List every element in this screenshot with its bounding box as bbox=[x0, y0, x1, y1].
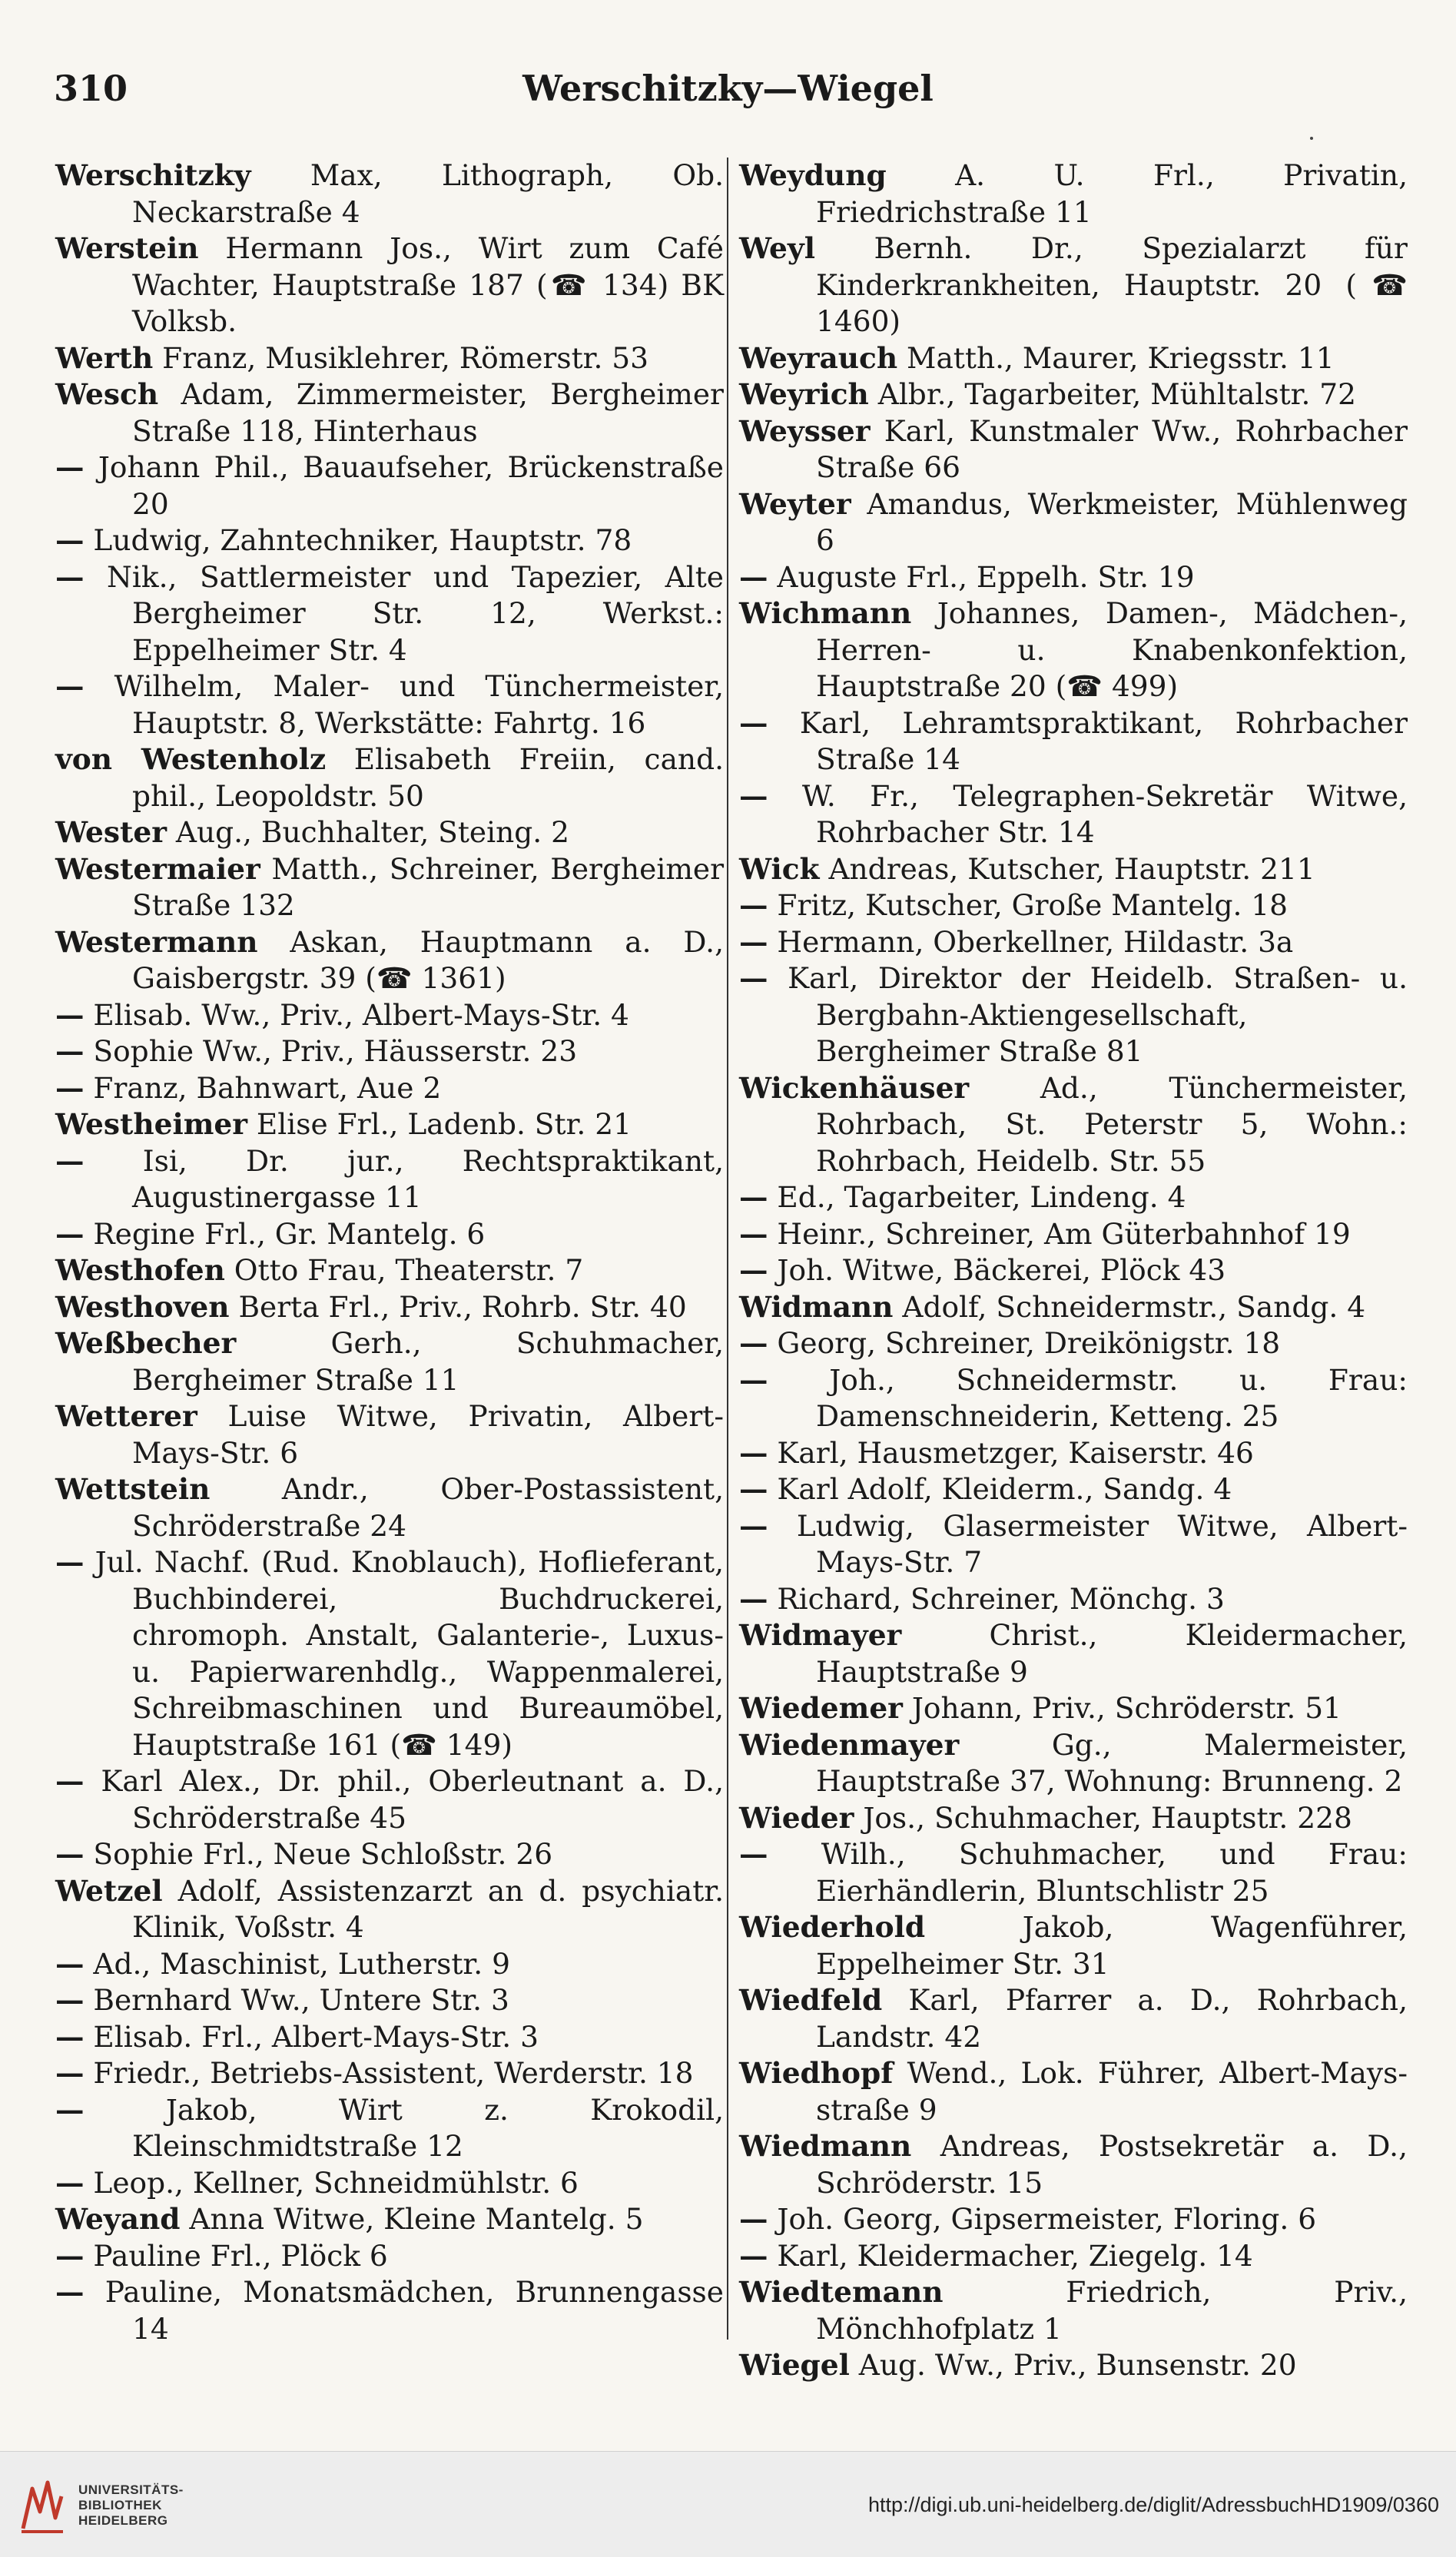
entry-surname: Westermann bbox=[55, 924, 258, 959]
entry-details: Friedrich, Priv., Mönchhofplatz 1 bbox=[816, 2275, 1408, 2346]
directory-entry bbox=[739, 2274, 1408, 2347]
entry-details: Jakob, Wirt z. Krokodil, Kleinschmidtstraße 12 bbox=[84, 2092, 724, 2163]
entry-details: Elisabeth Freiin, cand. phil., Leopoldstr. 50 bbox=[132, 742, 724, 813]
entry-surname: Weyrauch bbox=[739, 340, 898, 375]
entry-surname: — bbox=[55, 523, 85, 557]
entry-details: Isi, Dr. jur., Rechtspraktikant, Augustinergasse 11 bbox=[84, 1143, 724, 1214]
directory-entry bbox=[55, 1946, 724, 1983]
entry-surname: Werth bbox=[55, 340, 154, 375]
directory-entry bbox=[55, 1325, 724, 1398]
entry-details: Friedr., Betriebs-Assistent, Werderstr. 18 bbox=[84, 2056, 694, 2090]
entry-surname: Westheimer bbox=[55, 1107, 248, 1141]
entry-surname: — bbox=[55, 1143, 85, 1178]
entry-details: Bernh. Dr., Spezialarzt für Kinderkrankheiten, Hauptstr. 20 (☎ 1460) bbox=[814, 231, 1408, 338]
directory-entry bbox=[55, 340, 724, 377]
entry-surname: Widmann bbox=[739, 1289, 894, 1324]
page-header bbox=[54, 68, 1402, 121]
entry-details: Ludwig, Glasermeister Witwe, Albert-Mays-Str. 7 bbox=[768, 1508, 1408, 1579]
entry-details: Franz, Bahnwart, Aue 2 bbox=[84, 1070, 442, 1105]
entry-surname: Westhofen bbox=[55, 1253, 225, 1287]
entry-surname: Wiedhopf bbox=[739, 2056, 894, 2090]
entry-details: Auguste Frl., Eppelh. Str. 19 bbox=[768, 559, 1195, 594]
entry-details: Ad., Tünchermeister, Rohrbach, St. Peterstr 5, Wohn.: Rohrbach, Heidelb. Str. 55 bbox=[816, 1070, 1408, 1178]
entry-surname: — bbox=[55, 1946, 85, 1981]
directory-entry bbox=[55, 997, 724, 1034]
entry-details: Gerh., Schuhmacher, Bergheimer Straße 11 bbox=[132, 1326, 724, 1397]
directory-entry bbox=[739, 1800, 1408, 1837]
entry-surname: Wiedenmayer bbox=[739, 1727, 960, 1762]
directory-entry bbox=[55, 1836, 724, 1873]
column-divider bbox=[727, 158, 728, 2340]
directory-entry bbox=[55, 668, 724, 741]
entry-surname: Weyl bbox=[739, 231, 815, 265]
entry-surname: — bbox=[55, 2019, 85, 2054]
directory-entry bbox=[739, 486, 1408, 559]
entry-surname: Wetzel bbox=[55, 1873, 163, 1908]
entry-details: Georg, Schreiner, Dreikönigstr. 18 bbox=[768, 1326, 1281, 1360]
directory-entry bbox=[55, 2201, 724, 2238]
viewer-footer bbox=[0, 2451, 1456, 2557]
directory-entry bbox=[55, 741, 724, 814]
entry-surname: — bbox=[739, 888, 768, 922]
directory-entry bbox=[739, 1362, 1408, 1435]
entry-details: Franz, Musiklehrer, Römerstr. 53 bbox=[153, 340, 649, 375]
entry-details: Johann, Priv., Schröderstr. 51 bbox=[902, 1691, 1342, 1725]
source-url-link[interactable]: http://digi.ub.uni-heidelberg.de/diglit/AdressbuchHD1909/0360 bbox=[867, 2493, 1439, 2516]
directory-entry bbox=[739, 851, 1408, 888]
entry-details: Fritz, Kutscher, Große Mantelg. 18 bbox=[768, 888, 1289, 922]
directory-entry bbox=[739, 376, 1408, 413]
entry-details: Regine Frl., Gr. Mantelg. 6 bbox=[84, 1216, 486, 1251]
directory-entry bbox=[55, 1070, 724, 1107]
directory-entry bbox=[55, 1216, 724, 1253]
entry-surname: — bbox=[739, 1508, 768, 1543]
entry-details: Aug. Ww., Priv., Bunsenstr. 20 bbox=[849, 2348, 1297, 2382]
entry-details: Ad., Maschinist, Lutherstr. 9 bbox=[84, 1946, 510, 1981]
directory-entry bbox=[55, 1143, 724, 1216]
entry-surname: Wiedmann bbox=[739, 2129, 912, 2163]
entry-details: Heinr., Schreiner, Am Güterbahnhof 19 bbox=[768, 1216, 1351, 1251]
directory-entry bbox=[739, 1070, 1408, 1180]
directory-entry bbox=[55, 2238, 724, 2275]
entry-surname: Westhoven bbox=[55, 1289, 230, 1324]
entry-details: Elise Frl., Ladenb. Str. 21 bbox=[247, 1107, 632, 1141]
entry-surname: — bbox=[739, 1837, 768, 1871]
entry-details: Berta Frl., Priv., Rohrb. Str. 40 bbox=[229, 1289, 687, 1324]
entry-details: Elisab. Ww., Priv., Albert-Mays-Str. 4 bbox=[84, 997, 629, 1032]
entry-surname: Weyter bbox=[739, 486, 851, 521]
entry-details: Luise Witwe, Privatin, Albert-Mays-Str. 6 bbox=[132, 1399, 724, 1470]
entry-details: Joh. Georg, Gipsermeister, Floring. 6 bbox=[768, 2202, 1317, 2236]
entry-details: Gg., Malermeister, Hauptstraße 37, Wohnung: Brunneng. 2 bbox=[816, 1727, 1408, 1798]
entry-surname: — bbox=[55, 669, 85, 703]
entry-details: Ludwig, Zahntechniker, Hauptstr. 78 bbox=[84, 523, 632, 557]
directory-entry bbox=[739, 1690, 1408, 1727]
directory-entry bbox=[55, 2165, 724, 2202]
directory-entry bbox=[739, 1727, 1408, 1800]
library-name bbox=[78, 2482, 184, 2529]
entry-details: Karl, Kleidermacher, Ziegelg. 14 bbox=[768, 2238, 1253, 2273]
entry-surname: — bbox=[55, 1764, 85, 1798]
entry-details: Leop., Kellner, Schneidmühlstr. 6 bbox=[84, 2165, 579, 2200]
entry-surname: Wiederhold bbox=[739, 1910, 926, 1944]
entry-details: Jos., Schuhmacher, Hauptstr. 228 bbox=[854, 1800, 1352, 1835]
entry-surname: Wick bbox=[739, 851, 820, 886]
entry-surname: — bbox=[55, 997, 85, 1032]
entry-surname: — bbox=[55, 2238, 85, 2273]
entry-details: Max, Lithograph, Ob. Neckarstraße 4 bbox=[132, 158, 724, 229]
directory-entry bbox=[55, 522, 724, 559]
entry-details: Wilhelm, Maler- und Tünchermeister, Hauptstr. 8, Werkstätte: Fahrtg. 16 bbox=[84, 669, 724, 740]
entry-details: Karl, Pfarrer a. D., Rohrbach, Landstr. 42 bbox=[816, 1983, 1408, 2054]
entry-details: Joh., Schneidermstr. u. Frau: Damenschneiderin, Ketteng. 25 bbox=[768, 1362, 1408, 1433]
entry-surname: Wettstein bbox=[55, 1472, 211, 1506]
entry-surname: — bbox=[739, 1362, 768, 1397]
entry-surname: — bbox=[739, 2238, 768, 2273]
entry-details: Nik., Sattlermeister und Tapezier, Alte Bergheimer Str. 12, Werkst.: Eppelheimer Str. 4 bbox=[84, 559, 724, 667]
directory-entry bbox=[55, 1289, 724, 1326]
directory-entry bbox=[739, 2201, 1408, 2238]
entry-details: Jakob, Wagenführer, Eppelheimer Str. 31 bbox=[816, 1910, 1408, 1981]
directory-entry bbox=[55, 851, 724, 924]
entry-details: Matth., Maurer, Kriegsstr. 11 bbox=[897, 340, 1335, 375]
entry-surname: — bbox=[739, 1472, 768, 1506]
entry-details: Jul. Nachf. (Rud. Knoblauch), Hoflieferant, Buchbinderei, Buchdruckerei, chromoph. Anstalt, Galanterie-, Luxus- u. Papierwarenhdlg., Wappenmalerei, Schreibmaschinen und Bureaumöbel, Hauptstraße 161 (☎ 149) bbox=[84, 1545, 724, 1762]
entry-details: Karl, Hausmetzger, Kaiserstr. 46 bbox=[768, 1435, 1254, 1470]
directory-entry bbox=[55, 2055, 724, 2092]
entry-details: Adolf, Schneidermstr., Sandg. 4 bbox=[893, 1289, 1366, 1324]
entry-surname: — bbox=[739, 559, 768, 594]
entry-surname: Wiedfeld bbox=[739, 1983, 883, 2017]
library-name-line-2: BIBLIOTHEK bbox=[78, 2498, 162, 2512]
directory-entry bbox=[739, 158, 1408, 230]
entry-details: Hermann, Oberkellner, Hildastr. 3a bbox=[768, 924, 1294, 959]
entry-details: Joh. Witwe, Bäckerei, Plöck 43 bbox=[768, 1253, 1226, 1287]
entry-surname: Werschitzky bbox=[55, 158, 251, 192]
directory-entry bbox=[55, 559, 724, 669]
directory-entry bbox=[55, 1471, 724, 1544]
directory-entry bbox=[739, 1982, 1408, 2055]
directory-entry bbox=[739, 1179, 1408, 1216]
entry-surname: — bbox=[739, 961, 768, 995]
directory-entry bbox=[55, 2274, 724, 2347]
entry-details: Andreas, Postsekretär a. D., Schröderstr. 15 bbox=[816, 2129, 1408, 2200]
entry-details: Andreas, Kutscher, Hauptstr. 211 bbox=[819, 851, 1315, 886]
entry-details: Adam, Zimmermeister, Bergheimer Straße 118, Hinterhaus bbox=[132, 377, 724, 448]
directory-entry bbox=[739, 1471, 1408, 1508]
entry-surname: Werstein bbox=[55, 231, 199, 265]
library-name-line-1: UNIVERSITÄTS- bbox=[78, 2482, 184, 2497]
entry-details: Elisab. Frl., Albert-Mays-Str. 3 bbox=[84, 2019, 539, 2054]
entry-details: Adolf, Assistenzarzt an d. psychiatr. Klinik, Voßstr. 4 bbox=[132, 1873, 724, 1944]
directory-entry bbox=[739, 924, 1408, 961]
entry-surname: Weßbecher bbox=[55, 1326, 237, 1360]
directory-entry bbox=[55, 1106, 724, 1143]
entry-details: W. Fr., Telegraphen-Sekretär Witwe, Rohrbacher Str. 14 bbox=[768, 778, 1408, 849]
directory-entry bbox=[55, 814, 724, 851]
entry-details: Christ., Kleidermacher, Hauptstraße 9 bbox=[816, 1618, 1408, 1689]
directory-entry bbox=[55, 376, 724, 449]
entry-details: Otto Frau, Theaterstr. 7 bbox=[224, 1253, 584, 1287]
directory-entry bbox=[55, 449, 724, 522]
entry-details: Wilh., Schuhmacher, und Frau: Eierhändlerin, Bluntschlistr 25 bbox=[768, 1837, 1408, 1908]
entry-surname: — bbox=[55, 1070, 85, 1105]
directory-entry bbox=[739, 705, 1408, 778]
entry-details: Matth., Schreiner, Bergheimer Straße 132 bbox=[132, 851, 724, 922]
entry-surname: Wiegel bbox=[739, 2348, 850, 2382]
entry-details: Richard, Schreiner, Mönchg. 3 bbox=[768, 1581, 1225, 1616]
entry-details: Pauline Frl., Plöck 6 bbox=[84, 2238, 388, 2273]
entry-surname: — bbox=[55, 1545, 85, 1579]
entry-surname: — bbox=[739, 1216, 768, 1251]
entry-details: Pauline, Monatsmädchen, Brunnengasse 14 bbox=[84, 2275, 724, 2346]
entry-surname: — bbox=[739, 778, 768, 813]
entry-surname: von Westenholz bbox=[55, 742, 327, 776]
entry-details: Ed., Tagarbeiter, Lindeng. 4 bbox=[768, 1180, 1186, 1214]
entry-details: Karl, Direktor der Heidelb. Straßen- u. Bergbahn-Aktiengesellschaft, Bergheimer Straße 81 bbox=[768, 961, 1408, 1068]
entry-surname: Wieder bbox=[739, 1800, 854, 1835]
directory-entry bbox=[55, 1398, 724, 1471]
ink-speck bbox=[1310, 137, 1313, 140]
directory-entry bbox=[55, 1544, 724, 1763]
entry-surname: Weysser bbox=[739, 413, 871, 448]
entry-details: Sophie Ww., Priv., Häusserstr. 23 bbox=[84, 1034, 578, 1068]
directory-entry bbox=[55, 1982, 724, 2019]
directory-entry bbox=[739, 1836, 1408, 1909]
directory-entry bbox=[739, 2128, 1408, 2201]
entry-details: A. U. Frl., Privatin, Friedrichstraße 11 bbox=[816, 158, 1408, 229]
entry-surname: Wichmann bbox=[739, 596, 912, 630]
entry-surname: — bbox=[55, 559, 85, 594]
entry-details: Amandus, Werkmeister, Mühlenweg 6 bbox=[816, 486, 1408, 557]
directory-entry bbox=[55, 1252, 724, 1289]
entry-surname: Wester bbox=[55, 815, 167, 849]
directory-entry bbox=[739, 2055, 1408, 2128]
entry-details: Johann Phil., Bauaufseher, Brückenstraße 20 bbox=[84, 450, 724, 521]
entry-surname: — bbox=[55, 450, 85, 484]
entry-surname: — bbox=[55, 2165, 85, 2200]
entry-details: Wend., Lok. Führer, Albert-Mays-straße 9 bbox=[816, 2056, 1408, 2127]
directory-entry bbox=[55, 1763, 724, 1836]
directory-entry bbox=[55, 158, 724, 230]
directory-entry bbox=[55, 2019, 724, 2056]
entry-details: Karl Alex., Dr. phil., Oberleutnant a. D., Schröderstraße 45 bbox=[84, 1764, 724, 1835]
entry-surname: — bbox=[739, 2202, 768, 2236]
directory-entry bbox=[739, 1508, 1408, 1581]
entry-surname: — bbox=[55, 1216, 85, 1251]
directory-entry bbox=[739, 2347, 1408, 2384]
left-column bbox=[55, 158, 724, 2347]
entry-surname: — bbox=[739, 1435, 768, 1470]
directory-entry bbox=[739, 960, 1408, 1070]
entry-details: Karl, Kunstmaler Ww., Rohrbacher Straße 66 bbox=[816, 413, 1408, 484]
entry-details: Karl, Lehramtspraktikant, Rohrbacher Straße 14 bbox=[768, 705, 1408, 776]
entry-surname: — bbox=[739, 1253, 768, 1287]
directory-entry bbox=[55, 230, 724, 340]
entry-surname: Wesch bbox=[55, 377, 159, 411]
entry-details: Johannes, Damen-, Mädchen-, Herren- u. Knabenkonfektion, Hauptstraße 20 (☎ 499) bbox=[816, 596, 1408, 703]
directory-entry bbox=[55, 2092, 724, 2165]
entry-details: Sophie Frl., Neue Schloßstr. 26 bbox=[84, 1837, 553, 1871]
entry-surname: Wiedtemann bbox=[739, 2275, 944, 2309]
entry-details: Anna Witwe, Kleine Mantelg. 5 bbox=[180, 2202, 644, 2236]
entry-surname: Widmayer bbox=[739, 1618, 902, 1652]
directory-entry bbox=[739, 230, 1408, 340]
entry-details: Albr., Tagarbeiter, Mühltalstr. 72 bbox=[868, 377, 1357, 411]
entry-details: Askan, Hauptmann a. D., Gaisbergstr. 39 (☎ 1361) bbox=[132, 924, 724, 995]
directory-entry bbox=[739, 1289, 1408, 1326]
entry-surname: — bbox=[55, 1983, 85, 2017]
entry-details: Hermann Jos., Wirt zum Café Wachter, Hauptstraße 187 (☎ 134) BK Volksb. bbox=[132, 231, 724, 338]
running-title: Werschitzky—Wiegel bbox=[522, 68, 934, 109]
page-number: 310 bbox=[54, 68, 128, 109]
directory-entry bbox=[739, 340, 1408, 377]
directory-entry bbox=[739, 1216, 1408, 1253]
entry-surname: — bbox=[55, 2275, 85, 2309]
entry-details: Aug., Buchhalter, Steing. 2 bbox=[166, 815, 569, 849]
entry-surname: — bbox=[55, 1837, 85, 1871]
entry-surname: — bbox=[739, 1581, 768, 1616]
directory-entry bbox=[739, 778, 1408, 851]
library-name-line-3: HEIDELBERG bbox=[78, 2513, 168, 2528]
entry-surname: Westermaier bbox=[55, 851, 260, 886]
directory-entry bbox=[739, 887, 1408, 924]
entry-surname: — bbox=[55, 1034, 85, 1068]
university-library-logo-icon bbox=[17, 2473, 68, 2535]
directory-entry bbox=[739, 1617, 1408, 1690]
entry-details: Karl Adolf, Kleiderm., Sandg. 4 bbox=[768, 1472, 1232, 1506]
entry-details: Bernhard Ww., Untere Str. 3 bbox=[84, 1983, 509, 2017]
directory-entry bbox=[55, 924, 724, 997]
directory-entry bbox=[739, 1252, 1408, 1289]
directory-entry bbox=[55, 1033, 724, 1070]
entry-surname: — bbox=[55, 2056, 85, 2090]
entry-details: Andr., Ober-Postassistent, Schröderstraße 24 bbox=[132, 1472, 724, 1543]
directory-entry bbox=[739, 1435, 1408, 1472]
entry-surname: Weydung bbox=[739, 158, 887, 192]
directory-entry bbox=[739, 413, 1408, 486]
entry-surname: — bbox=[55, 2092, 85, 2127]
entry-surname: Wickenhäuser bbox=[739, 1070, 970, 1105]
directory-entry bbox=[739, 1581, 1408, 1618]
directory-entry bbox=[55, 1873, 724, 1946]
directory-entry bbox=[739, 1909, 1408, 1982]
entry-surname: Weyrich bbox=[739, 377, 869, 411]
entry-surname: — bbox=[739, 705, 768, 740]
entry-surname: — bbox=[739, 1326, 768, 1360]
directory-entry bbox=[739, 559, 1408, 596]
directory-entry bbox=[739, 1325, 1408, 1362]
entry-surname: — bbox=[739, 1180, 768, 1214]
entry-surname: — bbox=[739, 924, 768, 959]
directory-entry bbox=[739, 595, 1408, 705]
entry-surname: Weyand bbox=[55, 2202, 181, 2236]
entry-surname: Wiedemer bbox=[739, 1691, 903, 1725]
right-column bbox=[739, 158, 1408, 2384]
entry-surname: Wetterer bbox=[55, 1399, 197, 1433]
directory-entry bbox=[739, 2238, 1408, 2275]
